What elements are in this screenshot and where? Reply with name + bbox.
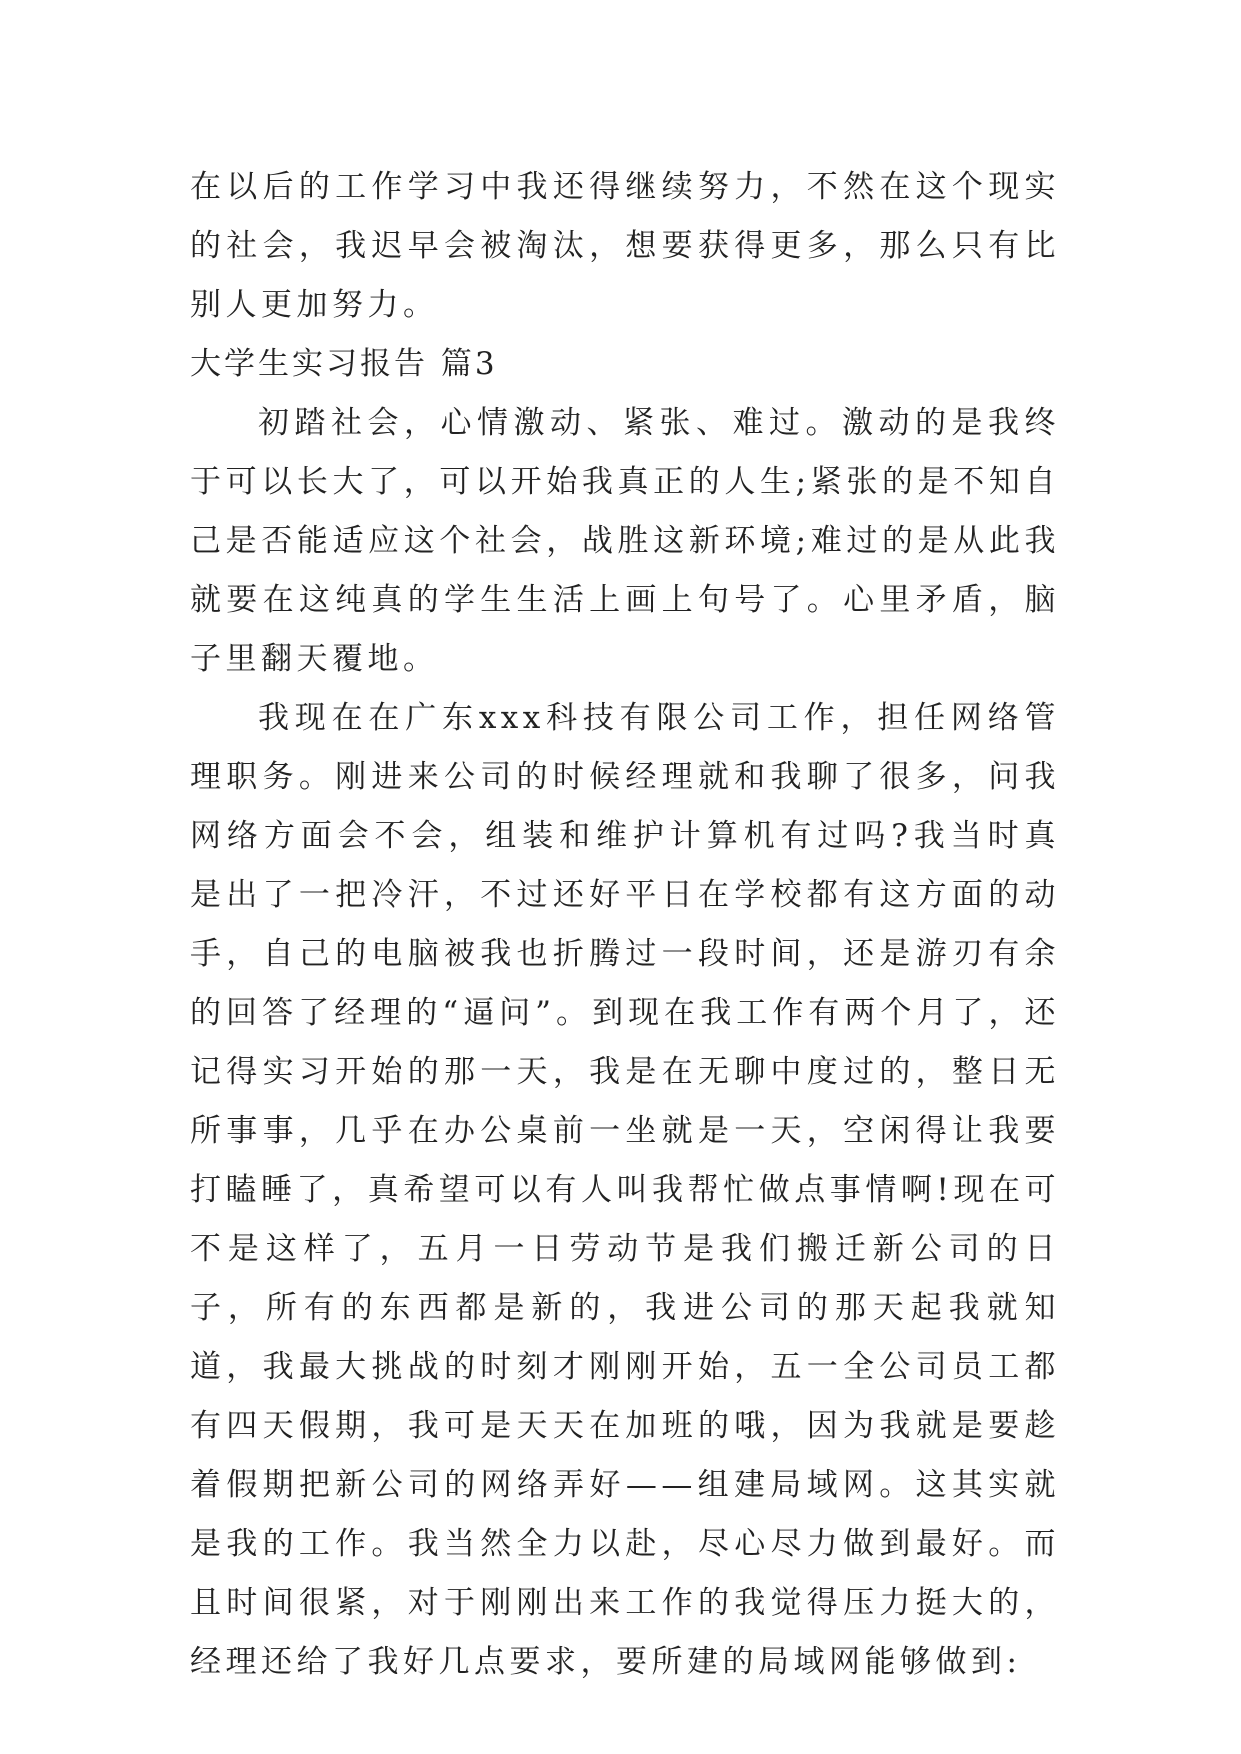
paragraph-continuation: 在以后的工作学习中我还得继续努力，不然在这个现实的社会，我迟早会被淘汰，想要获得更多，那么只有比别人更加努力。 [190, 169, 1060, 323]
paragraph-intro: 初踏社会，心情激动、紧张、难过。激动的是我终于可以长大了，可以开始我真正的人生;紧张的是不知自己是否能适应这个社会，战胜这新环境;难过的是从此我就要在这纯真的学生生活上画上句号了。心里矛盾，脑子里翻天覆地。 [190, 405, 1060, 677]
section-heading: 大学生实习报告 篇3 [190, 346, 498, 382]
paragraph-work: 我现在在广东xxx科技有限公司工作，担任网络管理职务。刚进来公司的时候经理就和我聊了很多，问我网络方面会不会，组装和维护计算机有过吗?我当时真是出了一把冷汗，不过还好平日在学校都有这方面的动手，自己的电脑被我也折腾过一段时间，还是游刃有余的回答了经理的“逼问”。到现在我工作有两个月了，还记得实习开始的那一天，我是在无聊中度过的，整日无所事事，几乎在办公桌前一坐就是一天，空闲得让我要打瞌睡了，真希望可以有人叫我帮忙做点事情啊!现在可不是这样了，五月一日劳动节是我们搬迁新公司的日子，所有的东西都是新的，我进公司的那天起我就知道，我最大挑战的时刻才刚刚开始，五一全公司员工都有四天假期，我可是天天在加班的哦，因为我就是要趁着假期把新公司的网络弄好——组建局域网。这其实就是我的工作。我当然全力以赴，尽心尽力做到最好。而且时间很紧，对于刚刚出来工作的我觉得压力挺大的，经理还给了我好几点要求，要所建的局域网能够做到: [190, 700, 1060, 1680]
document-body [190, 158, 1060, 1692]
